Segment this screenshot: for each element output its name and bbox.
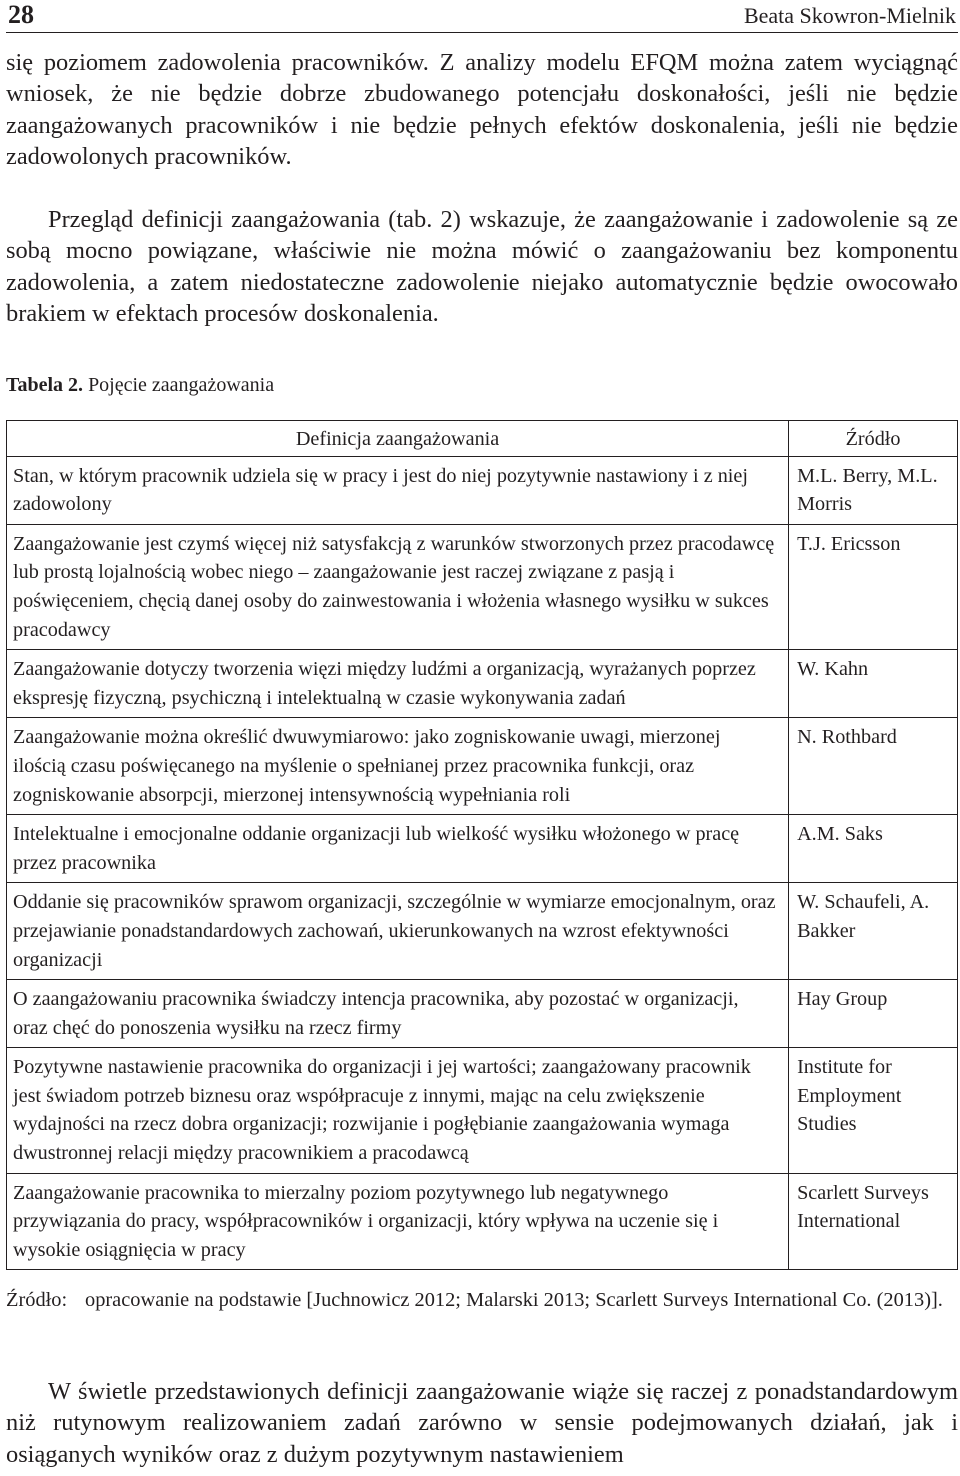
definition-cell: Zaangażowanie pracownika to mierzalny poziom pozytywnego lub negatywnego przywiązania do pracy, współpracowników i organizacji, który wpływa na uczenie się i wysokie osiągnięcia w pracy [7,1173,789,1270]
header-source: Źródło [789,421,958,457]
table-row [7,524,958,649]
table-row [7,456,958,524]
closing-paragraph: W świetle przedstawionych definicji zaangażowanie wiąże się raczej z ponadstandardowym niż rutynowym realizowaniem zadań zarówno w sensie podejmowanych działań, jak i osiąganych wyników oraz z dużym pozytywnym nastawieniem [6,1378,958,1468]
table-header-row [7,421,958,457]
definition-cell: Intelektualne i emocjonalne oddanie organizacji lub wielkość wysiłku włożonego w pracę przez pracownika [7,815,789,883]
table-row [7,883,958,980]
table-row [7,980,958,1048]
source-cell: W. Schaufeli, A. Bakker [789,883,958,980]
source-cell: A.M. Saks [789,815,958,883]
source-cell: Scarlett Surveys International [789,1173,958,1270]
table-label: Tabela 2. [6,374,84,396]
definition-cell: Pozytywne nastawienie pracownika do organizacji i jej wartości; zaangażowany pracownik jest świadom potrzeb biznesu oraz współpracuje z innymi, mając na celu zwiększenie wydajności na rzecz dobra organizacji; rozwijanie i pogłębianie zaangażowania wymaga dwustronnej relacji między pracownikiem a pracodawcą [7,1048,789,1173]
table-caption [6,372,274,398]
table-row [7,1173,958,1270]
source-cell: Institute for Employment Studies [789,1048,958,1173]
page-number: 28 [8,0,34,29]
source-cell: N. Rothbard [789,718,958,815]
source-note-label: Źródło: [6,1289,68,1311]
source-cell: M.L. Berry, M.L. Morris [789,456,958,524]
definition-cell: O zaangażowaniu pracownika świadczy intencja pracownika, aby pozostać w organizacji, oraz chęć do ponoszenia wysiłku na rzecz firmy [7,980,789,1048]
paragraph-1: się poziomem zadowolenia pracowników. Z analizy modelu EFQM można zatem wyciągnąć wniosek, że nie będzie dobrze zbudowanego potencjału doskonałości, jeśli nie będzie zaangażowanych pracowników i nie będzie pełnych efektów doskonalenia, jeśli nie będzie zadowolonych pracowników. [6,49,958,170]
table-row [7,815,958,883]
table-row [7,1048,958,1173]
source-cell: T.J. Ericsson [789,524,958,649]
definition-cell: Zaangażowanie jest czymś więcej niż satysfakcją z warunków stworzonych przez pracodawcę lub prostą lojalnością wobec niego – zaangażowanie jest raczej związane z pasją i poświęceniem, chęcią danej osoby do zainwestowania i włożenia własnego wysiłku w sukces pracodawcy [7,524,789,649]
source-cell: Hay Group [789,980,958,1048]
table-row [7,650,958,718]
definition-cell: Oddanie się pracowników sprawom organizacji, szczególnie w wymiarze emocjonalnym, oraz przejawianie ponadstandardowych zachowań, ukierunkowanych na wzrost efektywności organizacji [7,883,789,980]
source-note-text: opracowanie na podstawie [Juchnowicz 2012; Malarski 2013; Scarlett Surveys International Co. (2013)]. [85,1289,943,1311]
table-source-note [6,1286,958,1315]
running-header [6,0,958,33]
header-definition: Definicja zaangażowania [7,421,789,457]
definition-cell: Stan, w którym pracownik udziela się w pracy i jest do niej pozytywnie nastawiony i z niej zadowolony [7,456,789,524]
source-cell: W. Kahn [789,650,958,718]
definition-cell: Zaangażowanie można określić dwuwymiarowo: jako zogniskowanie uwagi, mierzonej ilością czasu poświęcanego na myślenie o spełnianej przez pracownika funkcji, oraz zogniskowanie absorpcji, mierzonej intensywnością wypełniania roli [7,718,789,815]
definition-cell: Zaangażowanie dotyczy tworzenia więzi między ludźmi a organizacją, wyrażanych poprzez ekspresję fizyczną, psychiczną i intelektualną w czasie wykonywania zadań [7,650,789,718]
definitions-table [6,420,958,1270]
table-row [7,718,958,815]
paragraph-2: Przegląd definicji zaangażowania (tab. 2) wskazuje, że zaangażowanie i zadowolenie są ze sobą mocno powiązane, właściwie nie można mówić o zaangażowaniu bez komponentu zadowolenia, a zatem niedostateczne zadowolenie niejako automatycznie będzie owocowało brakiem w efektach procesów doskonalenia. [6,206,958,327]
table-title: Pojęcie zaangażowania [88,374,275,396]
running-author: Beata Skowron-Mielnik [743,3,956,28]
